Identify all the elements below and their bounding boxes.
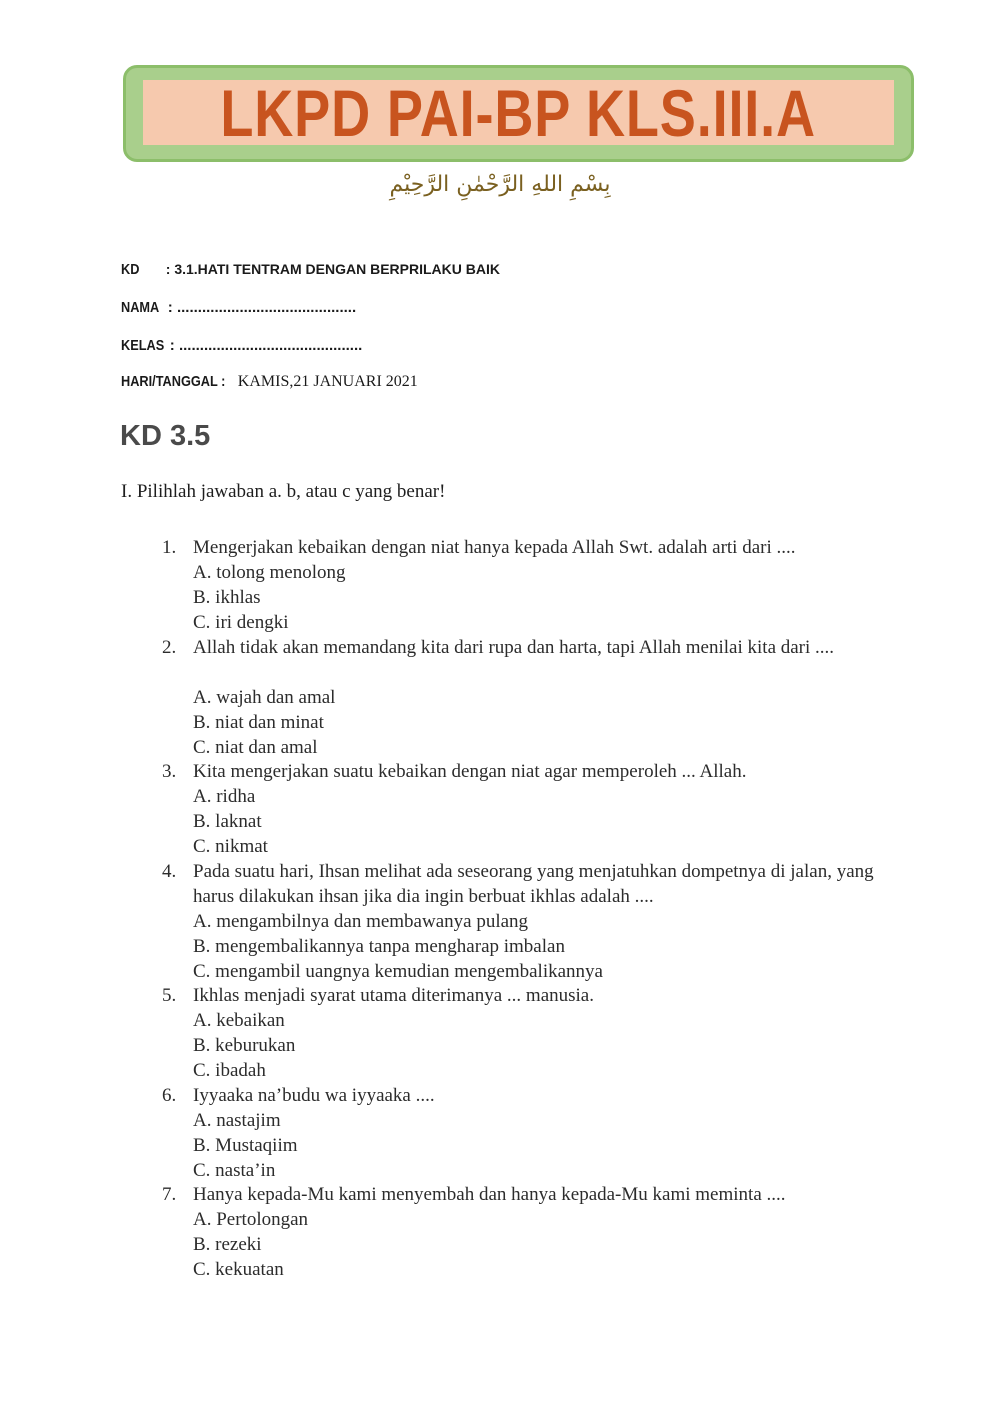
nama-label: NAMA bbox=[121, 299, 160, 316]
tanggal-value: KAMIS,21 JANUARI 2021 bbox=[237, 373, 418, 390]
question-number: 6. bbox=[162, 1085, 177, 1106]
question-text: Pada suatu hari, Ihsan melihat ada seseorang yang menjatuhkan dompetnya di jalan, yang harus dilakukan ihsan jika dia ingin berbuat ikhlas adalah .... bbox=[193, 861, 874, 907]
option: B. ikhlas bbox=[193, 587, 261, 608]
question-number: 7. bbox=[162, 1184, 177, 1205]
question-text: Allah tidak akan memandang kita dari rupa dan harta, tapi Allah menilai kita dari .... bbox=[193, 637, 835, 658]
option: B. laknat bbox=[193, 811, 262, 832]
question-number: 5. bbox=[162, 985, 177, 1006]
option: B. keburukan bbox=[193, 1035, 296, 1056]
page-title: LKPD PAI-BP KLS.III.A bbox=[220, 75, 817, 150]
option: A. tolong menolong bbox=[193, 562, 346, 583]
question-number: 4. bbox=[162, 861, 177, 882]
kd-label: KD bbox=[121, 261, 140, 278]
option: B. mengembalikannya tanpa mengharap imbalan bbox=[193, 936, 565, 957]
basmala-text: بِسْمِ اللهِ الرَّحْمٰنِ الرَّحِيْمِ bbox=[389, 172, 611, 197]
option: A. ridha bbox=[193, 786, 256, 807]
section-title: KD 3.5 bbox=[120, 420, 211, 452]
instruction-text: I. Pilihlah jawaban a. b, atau c yang benar! bbox=[121, 481, 446, 502]
option: A. Pertolongan bbox=[193, 1209, 309, 1230]
option: A. kebaikan bbox=[193, 1010, 285, 1031]
kd-row bbox=[121, 260, 500, 278]
question-text: Mengerjakan kebaikan dengan niat hanya kepada Allah Swt. adalah arti dari .... bbox=[193, 537, 796, 558]
option: C. ibadah bbox=[193, 1060, 266, 1081]
question-number: 3. bbox=[162, 761, 177, 782]
question-text: Hanya kepada-Mu kami menyembah dan hanya kepada-Mu kami meminta .... bbox=[193, 1184, 786, 1205]
option: A. wajah dan amal bbox=[193, 687, 336, 708]
tanggal-row bbox=[121, 372, 418, 391]
option: C. kekuatan bbox=[193, 1259, 284, 1280]
option: C. mengambil uangnya kemudian mengembalikannya bbox=[193, 961, 603, 982]
question-text: Kita mengerjakan suatu kebaikan dengan niat agar memperoleh ... Allah. bbox=[193, 761, 747, 782]
nama-value: : ........................................... bbox=[167, 299, 357, 316]
title-banner bbox=[123, 65, 914, 162]
kelas-label: KELAS bbox=[121, 337, 165, 354]
nama-row bbox=[121, 298, 356, 316]
tanggal-label: HARI/TANGGAL : bbox=[121, 373, 226, 390]
option: C. niat dan amal bbox=[193, 737, 318, 758]
title-banner-inner bbox=[143, 75, 894, 150]
option: C. iri dengki bbox=[193, 612, 289, 633]
option: B. Mustaqiim bbox=[193, 1135, 298, 1156]
kd-value: : 3.1.HATI TENTRAM DENGAN BERPRILAKU BAIK bbox=[165, 261, 500, 277]
kelas-value: : ............................................ bbox=[169, 337, 363, 354]
option: B. rezeki bbox=[193, 1234, 262, 1255]
kelas-row bbox=[121, 336, 362, 354]
option: A. nastajim bbox=[193, 1110, 281, 1131]
question-text: Iyyaaka na’budu wa iyyaaka .... bbox=[193, 1085, 435, 1106]
option: C. nasta’in bbox=[193, 1160, 276, 1181]
question-number: 2. bbox=[162, 637, 177, 658]
option: C. nikmat bbox=[193, 836, 268, 857]
option: A. mengambilnya dan membawanya pulang bbox=[193, 911, 529, 932]
option: B. niat dan minat bbox=[193, 712, 324, 733]
question-number: 1. bbox=[162, 537, 177, 558]
question-text: Ikhlas menjadi syarat utama diterimanya ... manusia. bbox=[193, 985, 594, 1006]
